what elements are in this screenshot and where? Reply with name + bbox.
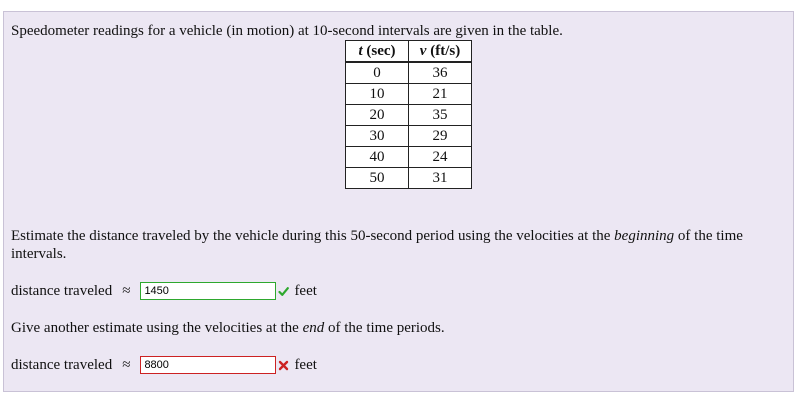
answer-2-label: distance traveled [11,357,113,373]
velocity-column-header: v (ft/s) [409,41,472,63]
problem-intro: Speedometer readings for a vehicle (in motion) at 10-second intervals are given in the table. [11,23,563,39]
time-cell: 40 [346,147,409,168]
cross-icon [278,360,289,371]
answer-1-unit: feet [294,283,317,299]
velocity-cell: 31 [409,168,472,189]
answer-2-input[interactable] [140,356,276,374]
answer-1-label: distance traveled [11,283,113,299]
approx-symbol: ≈ [122,357,131,373]
answer-1-input[interactable] [140,282,276,300]
question-1-text: Estimate the distance traveled by the vehicle during this 50-second period using the velocities at the beginning of the time intervals. [11,228,743,262]
table-row [346,84,472,105]
time-cell: 30 [346,126,409,147]
table-row [346,168,472,189]
time-cell: 0 [346,62,409,84]
time-cell: 10 [346,84,409,105]
velocity-cell: 29 [409,126,472,147]
velocity-cell: 36 [409,62,472,84]
table-row [346,126,472,147]
problem-panel [3,11,794,392]
time-cell: 20 [346,105,409,126]
answer-2-row [11,356,317,374]
table-row [346,147,472,168]
question-2-text: Give another estimate using the velocities at the end of the time periods. [11,320,445,336]
velocity-cell: 24 [409,147,472,168]
speed-table [345,40,472,189]
table-header-row [346,41,472,63]
velocity-cell: 21 [409,84,472,105]
velocity-cell: 35 [409,105,472,126]
table-row [346,62,472,84]
approx-symbol: ≈ [122,283,131,299]
time-column-header: t (sec) [346,41,409,63]
answer-2-unit: feet [294,357,317,373]
check-icon [278,286,289,297]
table-row [346,105,472,126]
answer-1-row [11,282,317,300]
time-cell: 50 [346,168,409,189]
